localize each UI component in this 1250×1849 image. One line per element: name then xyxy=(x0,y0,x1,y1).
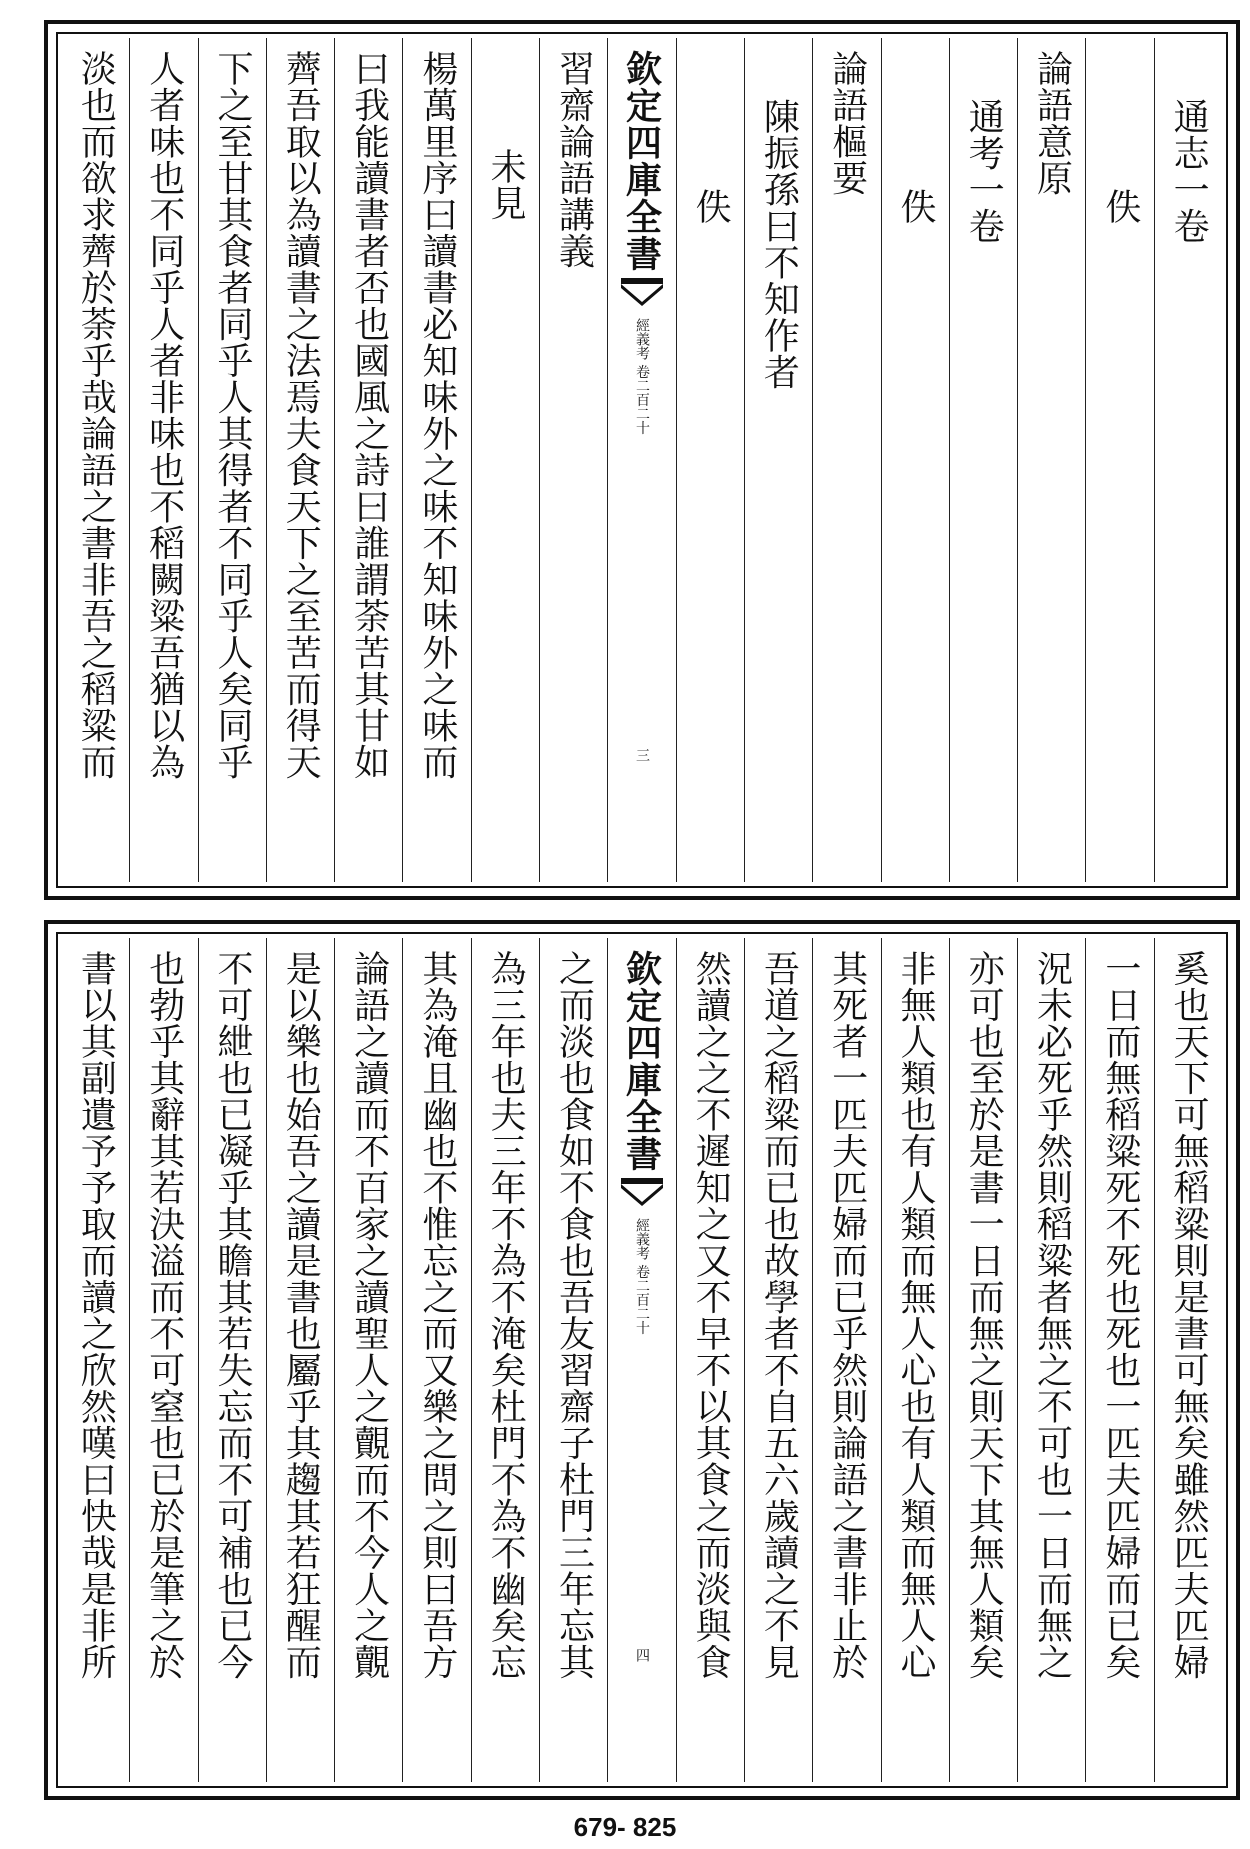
column-text: 其死者一匹夫匹婦而已乎然則論語之書非止於 xyxy=(826,950,868,1680)
column-text: 薺吾取以為讀書之法焉夫食天下之至苦而得天 xyxy=(280,50,322,780)
column-text: 未見 xyxy=(485,148,527,221)
text-column xyxy=(334,938,402,1782)
column-text: 況未必死乎然則稻粱者無之不可也一日而無之 xyxy=(1031,950,1073,1680)
text-column xyxy=(812,38,880,882)
margin-subtitle: 經義考 卷二百二十 xyxy=(633,318,650,435)
center-margin xyxy=(607,938,675,1782)
text-column xyxy=(1017,38,1085,882)
column-text: 亦可也至於是書一日而無之則天下其無人類矣 xyxy=(963,950,1005,1680)
text-column xyxy=(1154,938,1222,1782)
column-text: 非無人類也有人類而無人心也有人類而無人心 xyxy=(894,950,936,1680)
text-column xyxy=(949,38,1017,882)
text-column xyxy=(266,38,334,882)
margin-title: 欽定四庫全書 xyxy=(620,950,663,1172)
folio-number: 三 xyxy=(633,748,650,762)
text-column xyxy=(402,938,470,1782)
text-column xyxy=(62,38,129,882)
margin-title: 欽定四庫全書 xyxy=(620,50,663,272)
top-text-columns xyxy=(62,38,1222,882)
column-text: 楊萬里序曰讀書必知味外之味不知味外之味而 xyxy=(416,50,458,780)
column-text: 也勃乎其辭其若決溢而不可窒也已於是筆之於 xyxy=(143,950,185,1680)
text-column xyxy=(471,38,539,882)
column-text: 吾道之稻粱而已也故學者不自五六歲讀之不見 xyxy=(758,950,800,1680)
text-column xyxy=(1154,38,1222,882)
text-column xyxy=(334,38,402,882)
column-text: 是以樂也始吾之讀是書也屬乎其趨其若狂醒而 xyxy=(280,950,322,1680)
column-text: 淡也而欲求薺於荼乎哉論語之書非吾之稻粱而 xyxy=(75,50,117,780)
column-text: 一日而無稻粱死不死也死也一匹夫匹婦而已矣 xyxy=(1099,950,1141,1680)
bottom-page-panel xyxy=(44,920,1240,1800)
footer-page-code: 679- 825 xyxy=(573,1812,677,1842)
column-text: 書以其副遺予予取而讀之欣然嘆曰快哉是非所 xyxy=(75,950,117,1680)
column-text: 奚也天下可無稻粱則是書可無矣雖然匹夫匹婦 xyxy=(1168,950,1210,1680)
column-text: 佚 xyxy=(690,188,732,225)
margin-subtitle: 經義考 卷二百二十 xyxy=(633,1218,650,1335)
column-text: 通志一卷 xyxy=(1168,98,1210,244)
column-text: 其為淹且幽也不惟忘之而又樂之問之則曰吾方 xyxy=(416,950,458,1680)
text-column xyxy=(266,938,334,1782)
text-column xyxy=(881,938,949,1782)
column-text: 下之至甘其食者同乎人其得者不同乎人矣同乎 xyxy=(211,50,253,780)
text-column xyxy=(744,38,812,882)
column-text: 人者味也不同乎人者非味也不稻闕粱吾猶以為 xyxy=(143,50,185,780)
text-column xyxy=(539,938,607,1782)
text-column xyxy=(881,38,949,882)
text-column xyxy=(949,938,1017,1782)
text-column xyxy=(1085,38,1153,882)
text-column xyxy=(1085,938,1153,1782)
column-text: 曰我能讀書者否也國風之詩曰誰謂荼苦其甘如 xyxy=(348,50,390,780)
column-text: 佚 xyxy=(894,188,936,225)
column-text: 通考一卷 xyxy=(963,98,1005,244)
text-column xyxy=(402,38,470,882)
center-margin xyxy=(607,38,675,882)
text-column xyxy=(129,38,197,882)
column-text: 之而淡也食如不食也吾友習齋子杜門三年忘其 xyxy=(553,950,595,1680)
text-column xyxy=(62,938,129,1782)
text-column xyxy=(198,38,266,882)
top-page-panel xyxy=(44,20,1240,900)
column-text: 不可紲也已凝乎其瞻其若失忘而不可補也已今 xyxy=(211,950,253,1680)
text-column xyxy=(198,938,266,1782)
column-text: 習齋論語講義 xyxy=(553,50,595,269)
text-column xyxy=(1017,938,1085,1782)
bottom-text-columns xyxy=(62,938,1222,1782)
folio-number: 四 xyxy=(633,1648,650,1662)
text-column xyxy=(539,38,607,882)
column-text: 論語意原 xyxy=(1031,50,1073,196)
fishtail-mark-icon xyxy=(621,278,663,308)
text-column xyxy=(129,938,197,1782)
text-column xyxy=(744,938,812,1782)
text-column xyxy=(676,938,744,1782)
column-text: 然讀之之不遲知之又不早不以其食之而淡與食 xyxy=(690,950,732,1680)
fishtail-mark-icon xyxy=(621,1178,663,1208)
text-column xyxy=(471,938,539,1782)
column-text: 佚 xyxy=(1099,188,1141,225)
text-column xyxy=(812,938,880,1782)
text-column xyxy=(676,38,744,882)
column-text: 論語之讀而不百家之讀聖人之覿而不今人之覿 xyxy=(348,950,390,1680)
column-text: 為三年也夫三年不為不淹矣杜門不為不幽矣忘 xyxy=(485,950,527,1680)
column-text: 陳振孫曰不知作者 xyxy=(758,98,800,390)
column-text: 論語樞要 xyxy=(826,50,868,196)
